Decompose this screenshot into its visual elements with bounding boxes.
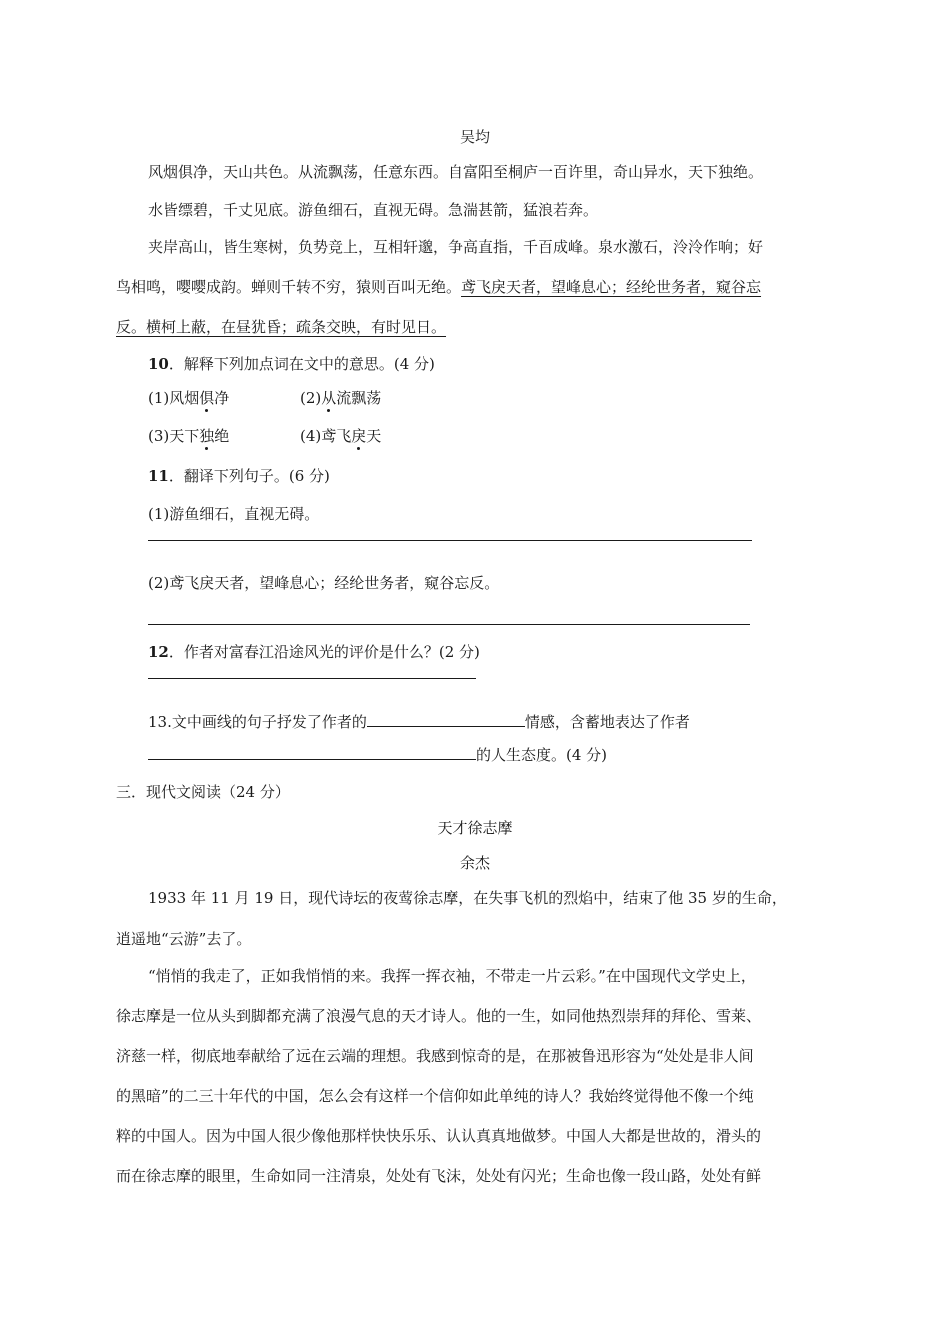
item-prefix: (4)鸢飞	[300, 427, 352, 445]
q11-sentence-2: (2)鸢飞戾天者，望峰息心；经纶世务者，窥谷忘反。	[148, 574, 500, 592]
classical-paragraph-3-line-2	[116, 277, 761, 297]
dotted-word: 俱	[199, 389, 215, 407]
classical-paragraph-3-line-3	[116, 317, 446, 337]
classical-author: 吴均	[459, 128, 490, 146]
dotted-word: 独	[199, 427, 215, 445]
answer-line[interactable]	[148, 540, 752, 541]
question-10	[148, 354, 435, 374]
question-11	[148, 466, 330, 486]
q11-sentence-1: (1)游鱼细石，直视无碍。	[148, 505, 320, 523]
question-13-line-2	[148, 743, 607, 765]
underlined-sentence: 鸢飞戾天者，望峰息心；经纶世务者，窥谷忘	[461, 278, 762, 296]
q10-item-3	[148, 426, 229, 446]
underlined-sentence: 反。横柯上蔽，在昼犹昏；疏条交映，有时见日。	[116, 318, 447, 336]
classical-paragraph-1: 风烟俱净，天山共色。从流飘荡，任意东西。自富阳至桐庐一百许里，奇山异水，天下独绝。	[148, 163, 764, 181]
question-number: 11	[148, 467, 169, 485]
classical-plain-text: 鸟相鸣，嘤嘤成韵。蝉则千转不穷，猿则百叫无绝。	[116, 278, 462, 296]
item-suffix: 流飘荡	[336, 389, 382, 407]
article-paragraph-2-line-1: “悄悄的我走了，正如我悄悄的来。我挥一挥衣袖，不带走一片云彩。”在中国现代文学史上，	[148, 967, 756, 985]
fill-blank[interactable]	[367, 710, 525, 727]
dotted-word: 从	[321, 389, 337, 407]
article-paragraph-2-line-3: 济慈一样，彻底地奉献给了远在云端的理想。我感到惊奇的是，在那被鲁迅形容为“处处是非人间	[116, 1047, 754, 1065]
article-paragraph-1-line-1: 1933 年 11 月 19 日，现代诗坛的夜莺徐志摩，在失事飞机的烈焰中，结束了他 35 岁的生命，	[148, 889, 787, 907]
question-text: ．翻译下列句子。(6 分)	[168, 467, 330, 485]
item-prefix: (3)天下	[148, 427, 200, 445]
question-12	[148, 642, 480, 662]
question-number: 10	[148, 355, 169, 373]
question-text: 情感，含蓄地表达了作者	[524, 713, 690, 731]
question-text: 的人生态度。(4 分)	[476, 746, 608, 764]
question-text: 13.文中画线的句子抒发了作者的	[148, 713, 367, 731]
answer-line[interactable]	[148, 678, 476, 679]
item-suffix: 绝	[214, 427, 230, 445]
q10-item-2	[300, 388, 381, 408]
article-paragraph-2-line-4: 的黑暗”的二三十年代的中国，怎么会有这样一个信仰如此单纯的诗人？我始终觉得他不像一个纯	[116, 1087, 754, 1105]
article-paragraph-2-line-6: 而在徐志摩的眼里，生命如同一注清泉，处处有飞沫，处处有闪光；生命也像一段山路，处处有鲜	[116, 1167, 762, 1185]
classical-paragraph-2: 水皆缥碧，千丈见底。游鱼细石，直视无碍。急湍甚箭，猛浪若奔。	[148, 201, 599, 219]
item-suffix: 净	[214, 389, 230, 407]
answer-line[interactable]	[148, 624, 750, 625]
item-prefix: (2)	[300, 389, 322, 407]
section-heading: 三．现代文阅读（24 分）	[116, 783, 290, 801]
question-text: ．作者对富春江沿途风光的评价是什么？(2 分)	[168, 643, 480, 661]
fill-blank[interactable]	[148, 743, 476, 760]
question-13-line-1	[148, 710, 690, 732]
article-author: 余杰	[459, 854, 490, 872]
item-suffix: 天	[366, 427, 382, 445]
article-title: 天才徐志摩	[437, 819, 513, 837]
dotted-word: 戾	[351, 427, 367, 445]
item-prefix: (1)风烟	[148, 389, 200, 407]
classical-paragraph-3-line-1: 夹岸高山，皆生寒树，负势竞上，互相轩邈，争高直指，千百成峰。泉水激石，泠泠作响；好	[148, 238, 764, 256]
question-number: 12	[148, 643, 169, 661]
article-paragraph-1-line-2: 逍遥地“云游”去了。	[116, 930, 252, 948]
article-paragraph-2-line-5: 粹的中国人。因为中国人很少像他那样快快乐乐、认认真真地做梦。中国人大都是世故的，滑头的	[116, 1127, 762, 1145]
q10-item-4	[300, 426, 381, 446]
question-text: ．解释下列加点词在文中的意思。(4 分)	[168, 355, 435, 373]
q10-item-1	[148, 388, 229, 408]
article-paragraph-2-line-2: 徐志摩是一位从头到脚都充满了浪漫气息的天才诗人。他的一生，如同他热烈崇拜的拜伦、雪莱、	[116, 1007, 762, 1025]
